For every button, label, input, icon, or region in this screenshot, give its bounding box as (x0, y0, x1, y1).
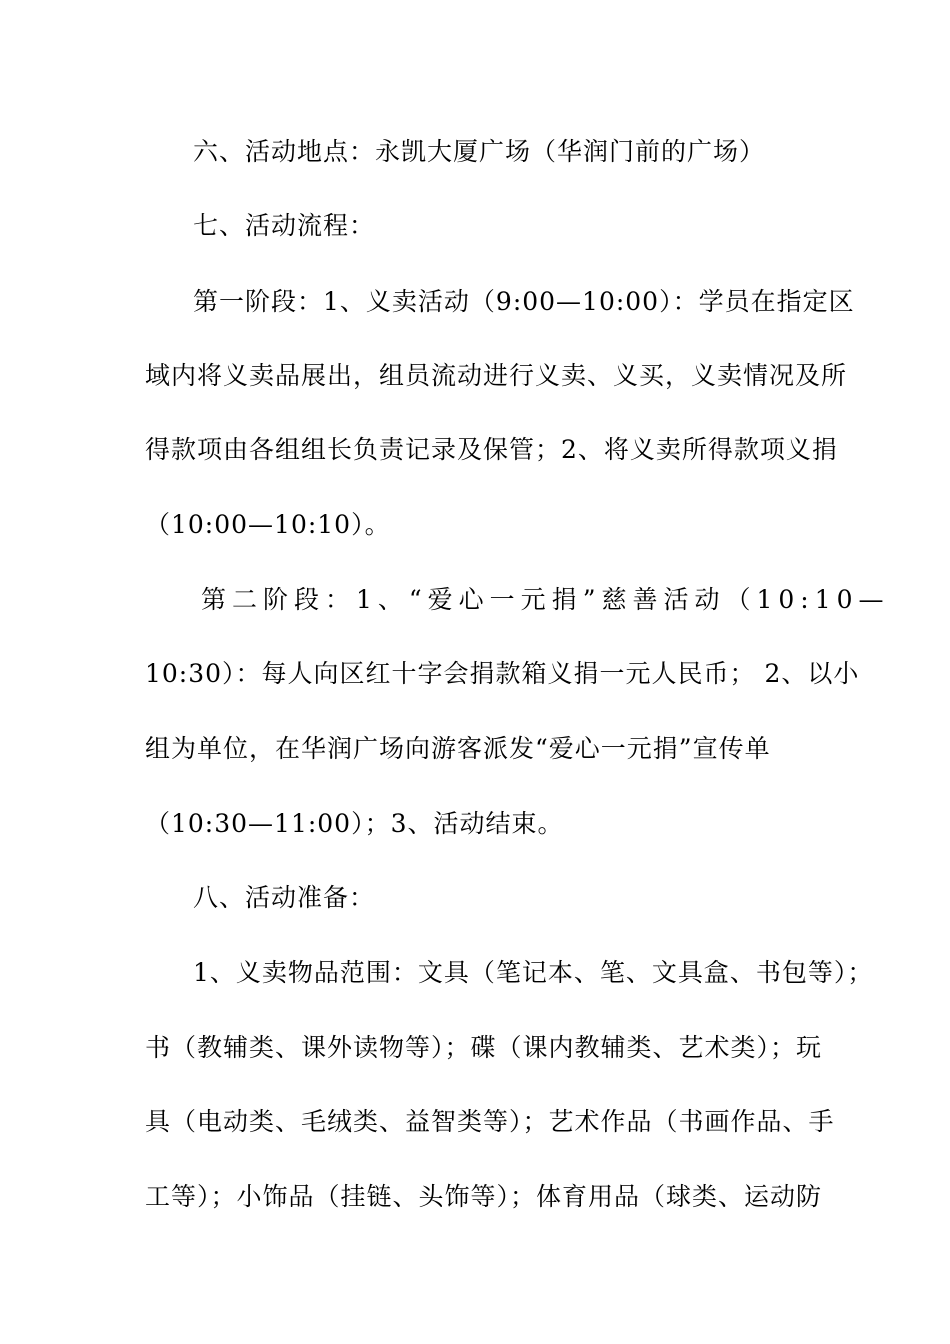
section-six-location: 六、活动地点：永凯大厦广场（华润门前的广场） (193, 137, 766, 166)
items-line-1: 1、义卖物品范围：文具（笔记本、笔、文具盒、书包等）； (193, 958, 874, 987)
stage-one-line-3: 得款项由各组组长负责记录及保管；2、将义卖所得款项义捐 (145, 435, 838, 464)
items-line-3: 具（电动类、毛绒类、益智类等）；艺术作品（书画作品、手 (145, 1107, 835, 1136)
stage-one-line-4: （10:00—10:10）。 (145, 510, 391, 539)
stage-two-line-2: 10:30）：每人向区红十字会捐款箱义捐一元人民币； 2、以小 (145, 659, 860, 688)
stage-one-line-2: 域内将义卖品展出，组员流动进行义卖、义买，义卖情况及所 (145, 361, 848, 390)
stage-two-line-1: 第二阶段：1、“爱心一元捐”慈善活动（10:10— (201, 585, 890, 614)
items-line-2: 书（教辅类、课外读物等）；碟（课内教辅类、艺术类）；玩 (145, 1033, 823, 1062)
stage-two-line-3: 组为单位，在华润广场向游客派发“爱心一元捐”宣传单 (145, 734, 771, 763)
stage-one-line-1: 第一阶段：1、义卖活动（9:00—10:00）：学员在指定区 (193, 287, 855, 316)
items-line-4: 工等）；小饰品（挂链、头饰等）；体育用品（球类、运动防 (145, 1182, 823, 1211)
stage-two-line-4: （10:30—11:00）；3、活动结束。 (145, 809, 564, 838)
section-eight-heading: 八、活动准备： (193, 883, 376, 912)
section-seven-heading: 七、活动流程： (193, 211, 376, 240)
